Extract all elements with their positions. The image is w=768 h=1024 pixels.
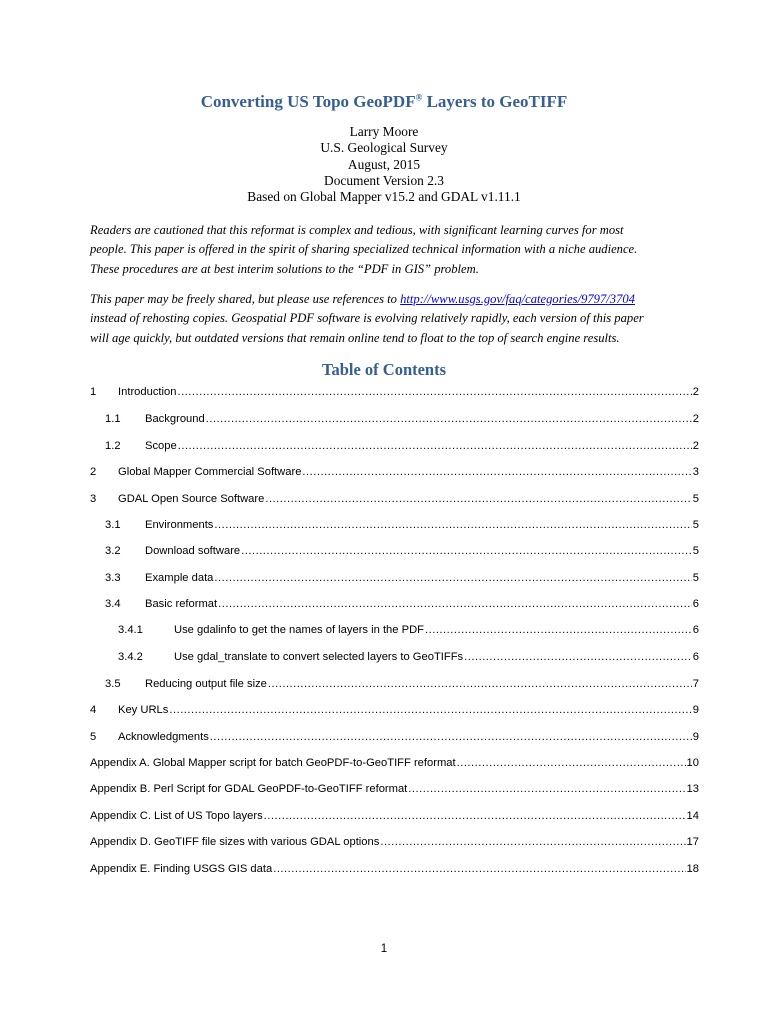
toc-leader-dots — [380, 832, 685, 852]
document-version: Document Version 2.3 — [324, 172, 444, 188]
toc-entry-number: 3.1 — [105, 519, 121, 531]
share-line: will age quickly, but outdated versions that remain online tend to float to the top of search engine results. — [90, 330, 620, 345]
toc-entry-number: 3.4 — [105, 598, 121, 610]
share-line-prefix: This paper may be freely shared, but please use references to — [90, 292, 401, 306]
share-line — [90, 290, 700, 309]
toc-leader-dots — [408, 779, 685, 799]
toc-entry[interactable] — [105, 594, 699, 614]
toc-entry-label: Appendix C. List of US Topo layers — [90, 810, 263, 822]
toc-leader-dots — [457, 753, 686, 773]
toc-entry-number: 3.2 — [105, 545, 121, 557]
caution-line: These procedures are at best interim solutions to the “PDF in GIS” problem. — [90, 261, 479, 276]
toc-entry-page: 18 — [686, 863, 699, 875]
toc-entry[interactable] — [105, 515, 699, 535]
toc-entry-label: Example data — [145, 572, 214, 584]
toc-leader-dots — [218, 594, 692, 614]
caution-paragraph — [90, 221, 700, 279]
toc-entry-page: 14 — [686, 810, 699, 822]
toc-entry[interactable] — [105, 568, 699, 588]
caution-line: people. This paper is offered in the spirit of sharing specialized technical information with a niche audience. — [90, 242, 638, 257]
toc-entry-label: Use gdalinfo to get the names of layers in the PDF — [174, 624, 424, 636]
toc-entry-page: 6 — [692, 651, 699, 663]
toc-leader-dots — [264, 806, 686, 826]
toc-entry-page: 17 — [686, 836, 699, 848]
document-date: August, 2015 — [347, 156, 421, 172]
document-meta — [0, 124, 768, 205]
toc-leader-dots — [210, 727, 692, 747]
toc-leader-dots — [302, 462, 691, 482]
toc-entry-label: Key URLs — [118, 704, 169, 716]
toc-entry-label: Appendix E. Finding USGS GIS data — [90, 863, 273, 875]
toc-entry-label: Introduction — [118, 386, 177, 398]
toc-leader-dots — [464, 647, 692, 667]
toc-leader-dots — [241, 541, 692, 561]
toc-entry-number: 4 — [90, 704, 97, 716]
toc-entry-page: 2 — [692, 440, 699, 452]
toc-entry-page: 5 — [692, 545, 699, 557]
toc-entry[interactable] — [105, 436, 699, 456]
toc-entry-label: Background — [145, 413, 205, 425]
toc-leader-dots — [177, 382, 691, 402]
toc-entry-number: 1.2 — [105, 440, 121, 452]
share-line: instead of rehosting copies. Geospatial PDF software is evolving relatively rapidly, each version of this paper — [90, 311, 644, 326]
toc-entry-label: Scope — [145, 440, 177, 452]
toc-entry[interactable] — [90, 779, 699, 799]
toc-entry-page: 9 — [692, 704, 699, 716]
toc-entry[interactable] — [90, 832, 699, 852]
toc-entry[interactable] — [90, 489, 699, 509]
organization-name: U.S. Geological Survey — [320, 140, 448, 156]
toc-entry-page: 13 — [686, 783, 699, 795]
document-title-suffix: Layers to GeoTIFF — [422, 92, 568, 111]
toc-entry[interactable] — [118, 647, 699, 667]
share-paragraph — [90, 290, 700, 348]
toc-leader-dots — [273, 859, 685, 879]
toc-heading: Table of Contents — [321, 360, 447, 379]
caution-line: Readers are cautioned that this reformat is complex and tedious, with significant learning curves for most — [90, 223, 624, 237]
toc-leader-dots — [214, 515, 691, 535]
toc-entry-page: 7 — [692, 678, 699, 690]
toc-leader-dots — [169, 700, 691, 720]
toc-entry[interactable] — [105, 409, 699, 429]
toc-entry-label: Reducing output file size — [145, 678, 267, 690]
document-title-text: Converting US Topo GeoPDF — [200, 92, 416, 111]
toc-entry[interactable] — [105, 541, 699, 561]
toc-entry-number: 3 — [90, 493, 97, 505]
toc-entry-number: 5 — [90, 731, 97, 743]
toc-entry[interactable] — [90, 806, 699, 826]
toc-leader-dots — [206, 409, 692, 429]
software-basis: Based on Global Mapper v15.2 and GDAL v1.11.1 — [247, 189, 521, 205]
toc-entry[interactable] — [90, 382, 699, 402]
toc-entry-page: 3 — [692, 466, 699, 478]
toc-entry-label: Download software — [145, 545, 241, 557]
toc-entry-page: 6 — [692, 624, 699, 636]
toc-entry-page: 10 — [686, 757, 699, 769]
page-number: 1 — [380, 943, 388, 955]
toc-entry[interactable] — [118, 620, 699, 640]
toc-entry[interactable] — [90, 753, 699, 773]
toc-entry-number: 1.1 — [105, 413, 121, 425]
toc-entry-number: 3.3 — [105, 572, 121, 584]
toc-entry-page: 5 — [692, 572, 699, 584]
toc-entry-label: Appendix A. Global Mapper script for batch GeoPDF-to-GeoTIFF reformat — [90, 757, 456, 769]
toc-entry-label: Global Mapper Commercial Software — [118, 466, 302, 478]
toc-entry-number: 3.4.1 — [118, 624, 143, 636]
toc-leader-dots — [178, 436, 692, 456]
toc-entry[interactable] — [90, 462, 699, 482]
toc-leader-dots — [425, 620, 692, 640]
toc-entry-label: Appendix D. GeoTIFF file sizes with various GDAL options — [90, 836, 380, 848]
usgs-faq-link[interactable]: http://www.usgs.gov/faq/categories/9797/3704 — [400, 292, 635, 306]
toc-entry-page: 9 — [692, 731, 699, 743]
toc-leader-dots — [265, 489, 691, 509]
toc-entry-label: Environments — [145, 519, 214, 531]
document-title — [0, 92, 768, 112]
toc-leader-dots — [214, 568, 691, 588]
toc-entry-label: Acknowledgments — [118, 731, 209, 743]
toc-entry-number: 1 — [90, 386, 97, 398]
toc-entry-page: 6 — [692, 598, 699, 610]
author-name: Larry Moore — [349, 124, 419, 139]
toc-entry-label: Basic reformat — [145, 598, 218, 610]
toc-entry-page: 5 — [692, 519, 699, 531]
toc-entry[interactable] — [105, 674, 699, 694]
toc-entry[interactable] — [90, 859, 699, 879]
toc-entry-number: 2 — [90, 466, 97, 478]
toc-entry-page: 5 — [692, 493, 699, 505]
toc-entry-page: 2 — [692, 413, 699, 425]
toc-leader-dots — [268, 674, 692, 694]
toc-entry[interactable] — [90, 700, 699, 720]
toc-entry[interactable] — [90, 727, 699, 747]
toc-entry-label: Use gdal_translate to convert selected layers to GeoTIFFs — [174, 651, 464, 663]
toc-entry-number: 3.4.2 — [118, 651, 143, 663]
toc-entry-number: 3.5 — [105, 678, 121, 690]
toc-entry-label: Appendix B. Perl Script for GDAL GeoPDF-to-GeoTIFF reformat — [90, 783, 408, 795]
registered-mark: ® — [415, 92, 423, 103]
toc-entry-page: 2 — [692, 386, 699, 398]
toc-entry-label: GDAL Open Source Software — [118, 493, 265, 505]
